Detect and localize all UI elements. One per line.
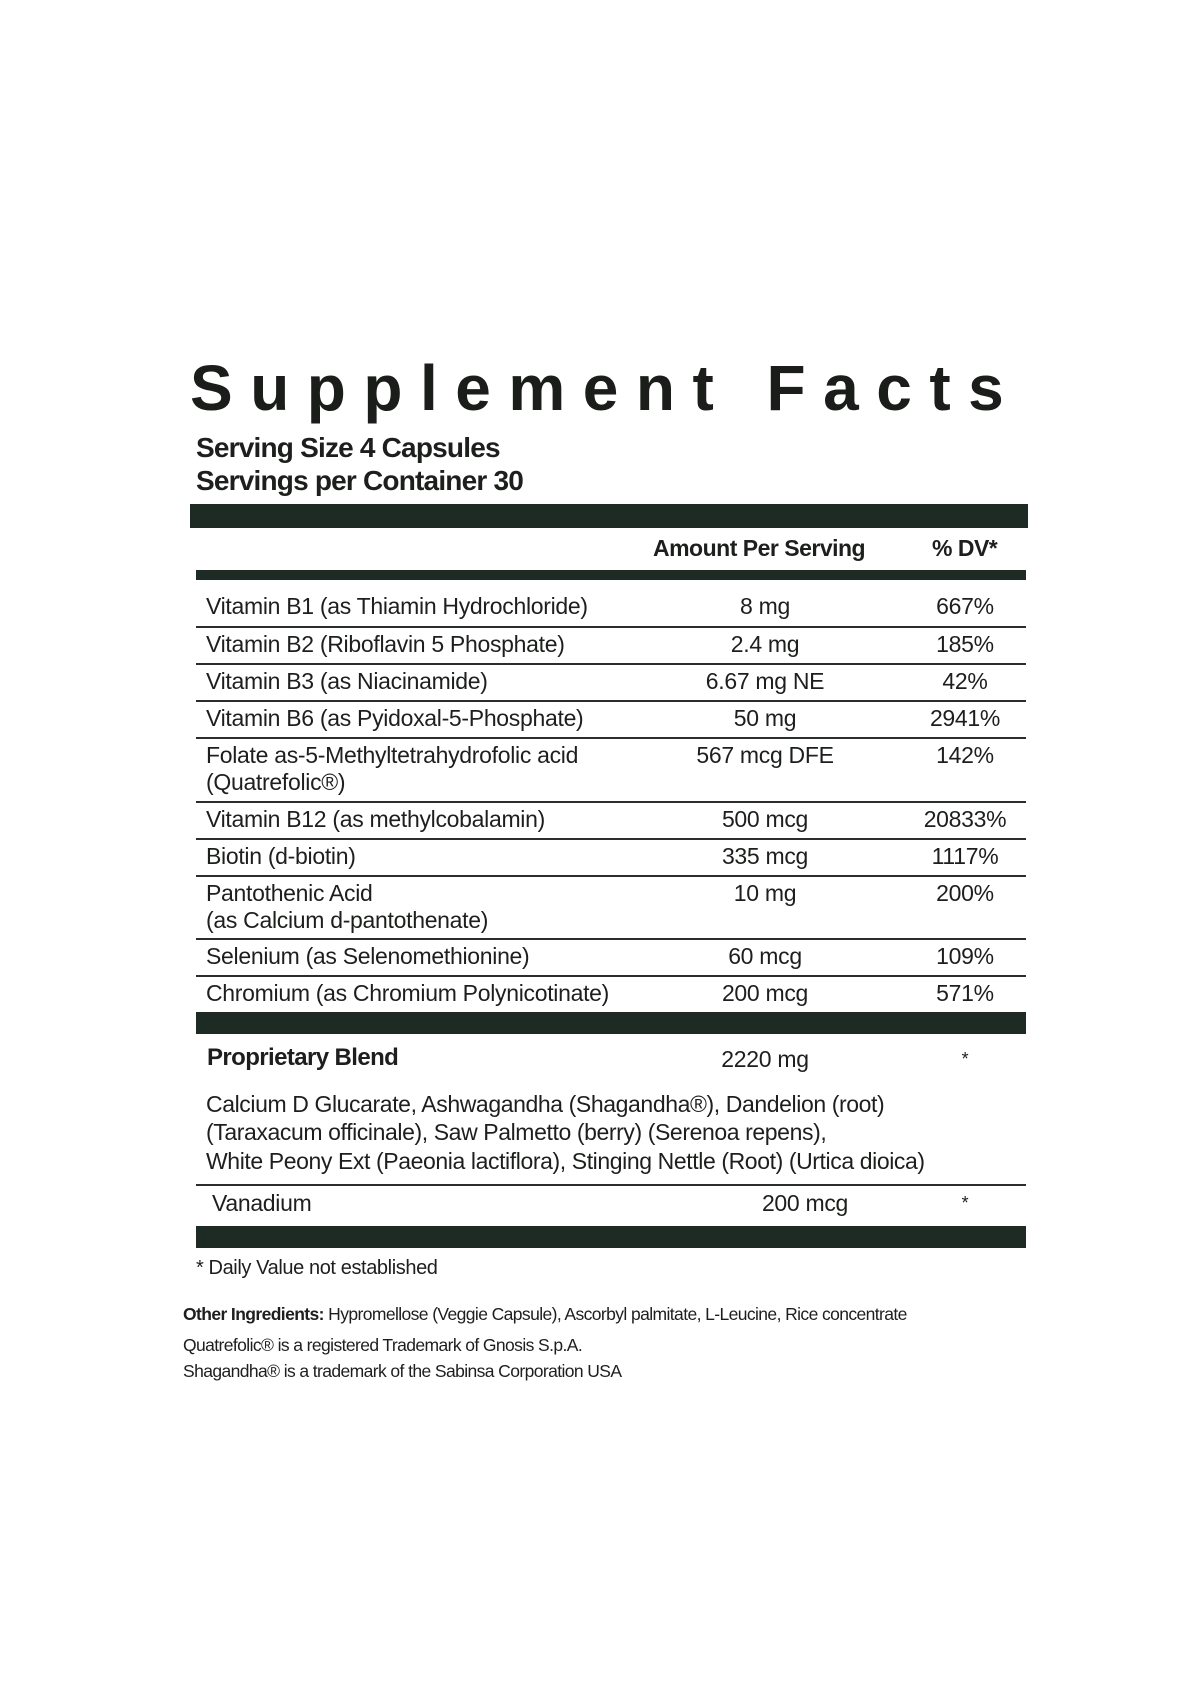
trademark-note: Shagandha® is a trademark of the Sabinsa Corporation USA <box>183 1361 622 1381</box>
blend-dv: * <box>961 1049 969 1069</box>
nutrient-dv: 42% <box>942 668 988 694</box>
nutrient-amount: 8 mg <box>740 593 790 619</box>
nutrient-name: Biotin (d-biotin) <box>206 843 356 869</box>
nutrient-name: Pantothenic Acid <box>206 880 373 906</box>
dv-column-header: % DV* <box>932 535 998 561</box>
nutrient-name: Folate as-5-Methyltetrahydrofolic acid <box>206 742 579 768</box>
blend-name: Proprietary Blend <box>207 1044 399 1071</box>
vanadium-amount: 200 mcg <box>761 1190 849 1216</box>
row-divider <box>196 663 1026 665</box>
row-divider <box>196 737 1026 739</box>
nutrient-amount: 50 mg <box>733 705 797 731</box>
top-thick-divider <box>190 504 1028 528</box>
nutrient-name: Vitamin B12 (as methylcobalamin) <box>206 806 545 832</box>
nutrient-name: Vitamin B6 (as Pyidoxal-5-Phosphate) <box>206 705 584 731</box>
nutrient-dv: 109% <box>936 943 994 969</box>
other-ingredients <box>183 1304 907 1325</box>
nutrient-dv: 200% <box>936 880 994 906</box>
nutrient-name: Vitamin B1 (as Thiamin Hydrochloride) <box>206 593 588 619</box>
row-divider <box>196 938 1026 940</box>
nutrient-name-line2: (Quatrefolic®) <box>206 769 346 795</box>
nutrient-amount: 200 mcg <box>721 980 809 1006</box>
row-divider <box>196 1184 1026 1186</box>
other-ingredients-label: Other Ingredients: <box>183 1304 324 1324</box>
row-divider <box>196 700 1026 702</box>
nutrient-dv: 185% <box>936 631 994 657</box>
serving-size: Serving Size 4 Capsules <box>196 432 500 463</box>
servings-per-container: Servings per Container 30 <box>196 465 524 496</box>
nutrient-name: Vitamin B2 (Riboflavin 5 Phosphate) <box>206 631 565 657</box>
row-divider <box>196 801 1026 803</box>
row-divider <box>196 838 1026 840</box>
blend-thick-divider <box>196 1012 1026 1034</box>
other-ingredients-text: Hypromellose (Veggie Capsule), Ascorbyl palmitate, L-Leucine, Rice concentrate <box>328 1304 907 1324</box>
nutrient-dv: 667% <box>936 593 994 619</box>
label-title: Supplement Facts <box>190 352 1022 424</box>
nutrient-name: Vitamin B3 (as Niacinamide) <box>206 668 488 694</box>
nutrient-dv: 2941% <box>929 705 1001 731</box>
nutrient-amount: 10 mg <box>733 880 797 906</box>
nutrient-name: Selenium (as Selenomethionine) <box>206 943 530 969</box>
nutrient-amount: 60 mcg <box>728 943 802 969</box>
blend-ingredients-line: (Taraxacum officinale), Saw Palmetto (berry) (Serenoa repens), <box>206 1119 827 1145</box>
nutrient-amount: 567 mcg DFE <box>696 742 834 768</box>
nutrient-dv: 1117% <box>931 843 999 869</box>
nutrient-amount: 335 mcg <box>721 843 809 869</box>
row-divider <box>196 875 1026 877</box>
nutrient-amount: 500 mcg <box>721 806 809 832</box>
amount-column-header: Amount Per Serving <box>653 535 866 561</box>
nutrient-dv: 571% <box>936 980 994 1006</box>
header-divider <box>196 570 1026 580</box>
nutrient-dv: 20833% <box>923 806 1007 832</box>
row-divider <box>196 975 1026 977</box>
blend-ingredients-line: White Peony Ext (Paeonia lactiflora), Stinging Nettle (Root) (Urtica dioica) <box>206 1148 925 1174</box>
vanadium-dv: * <box>961 1193 969 1213</box>
nutrient-amount: 6.67 mg NE <box>705 668 825 694</box>
bottom-thick-divider <box>196 1226 1026 1248</box>
vanadium-name: Vanadium <box>212 1190 312 1216</box>
blend-amount: 2220 mg <box>721 1046 809 1072</box>
trademark-note: Quatrefolic® is a registered Trademark of Gnosis S.p.A. <box>183 1335 583 1355</box>
nutrient-amount: 2.4 mg <box>730 631 800 657</box>
daily-value-footnote: * Daily Value not established <box>196 1257 438 1279</box>
nutrient-name: Chromium (as Chromium Polynicotinate) <box>206 980 610 1006</box>
nutrient-name-line2: (as Calcium d-pantothenate) <box>206 907 489 933</box>
blend-ingredients-line: Calcium D Glucarate, Ashwagandha (Shagandha®), Dandelion (root) <box>206 1091 885 1117</box>
nutrient-dv: 142% <box>936 742 994 768</box>
row-divider <box>196 626 1026 628</box>
